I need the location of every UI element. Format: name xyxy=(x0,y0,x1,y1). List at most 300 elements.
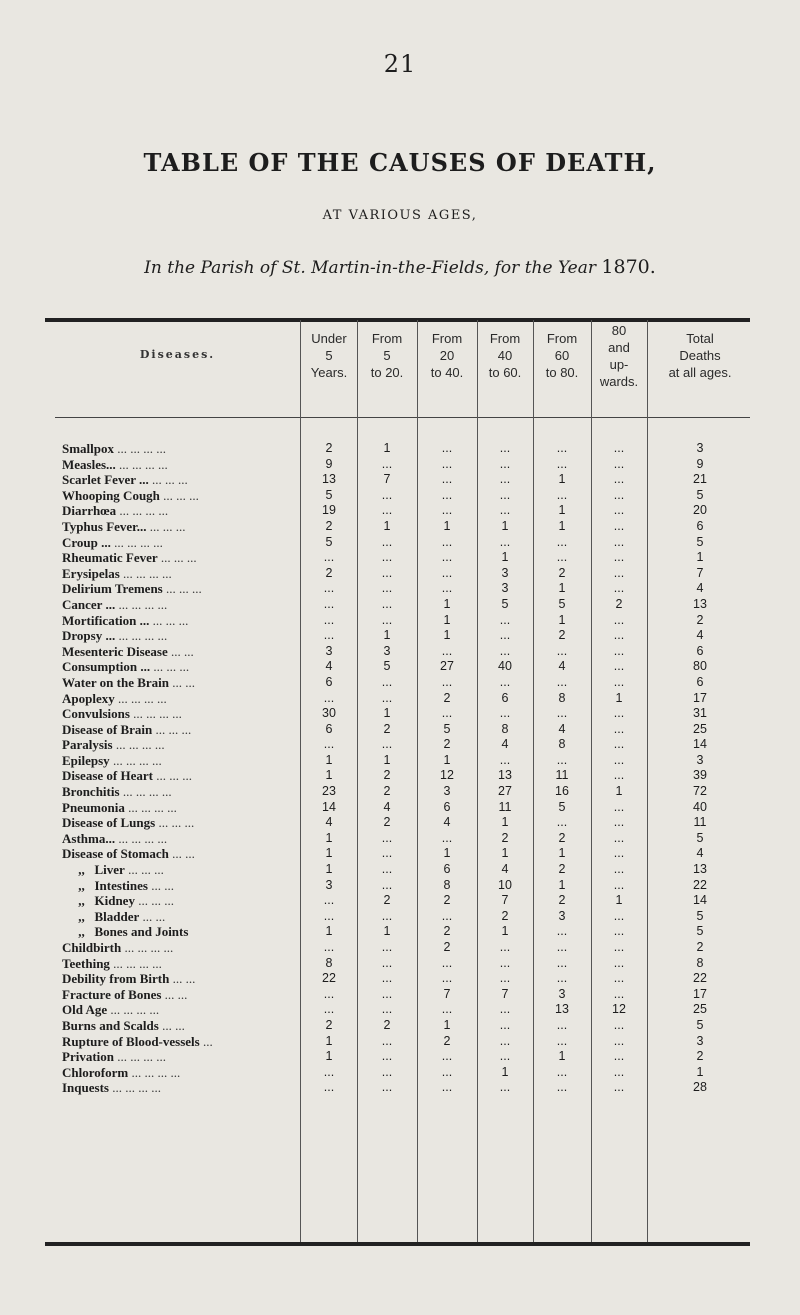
count-cell: ... xyxy=(613,768,625,783)
table-body xyxy=(0,441,800,1096)
leader-dots: ... ... xyxy=(139,908,166,924)
count-cell: 2 xyxy=(558,830,566,845)
count-cell: ... xyxy=(499,1049,511,1064)
count-cell: 19 xyxy=(322,503,336,518)
count-cell: 16 xyxy=(555,784,569,799)
count-cell: ... xyxy=(381,550,393,565)
count-cell: 8 xyxy=(501,721,509,736)
disease-name xyxy=(62,737,298,753)
disease-label: Paralysis xyxy=(62,737,113,753)
column-header-line: Deaths xyxy=(679,348,721,363)
total-cell: 1 xyxy=(696,550,704,565)
column-header-line: 5 xyxy=(383,348,391,363)
count-cell: 1 xyxy=(558,877,566,892)
count-cell: ... xyxy=(499,940,511,954)
count-cell: 27 xyxy=(498,784,512,799)
table-row xyxy=(0,1065,800,1081)
count-cell: ... xyxy=(381,955,393,970)
count-cell: ... xyxy=(613,986,625,1001)
disease-label: Typhus Fever... xyxy=(62,518,147,534)
leader-dots: ... ... ... ... xyxy=(109,955,162,971)
count-cell: 1 xyxy=(325,924,333,939)
leader-dots: ... ... xyxy=(167,643,194,659)
column-header-line: 5 xyxy=(325,348,333,363)
disease-label: Erysipelas xyxy=(62,565,120,581)
total-cell: 11 xyxy=(693,815,707,830)
count-cell: 2 xyxy=(558,893,566,908)
count-cell: 6 xyxy=(443,799,451,814)
disease-label: Privation xyxy=(62,1049,114,1065)
count-cell: 3 xyxy=(325,877,333,892)
count-cell: ... xyxy=(323,628,335,643)
table-row xyxy=(0,1049,800,1065)
count-cell: ... xyxy=(323,986,335,1001)
disease-name xyxy=(62,691,298,707)
total-cell: 28 xyxy=(693,1080,707,1095)
total-cell: 31 xyxy=(693,706,707,721)
count-cell: 2 xyxy=(325,441,333,455)
count-cell: 1 xyxy=(501,518,509,533)
leader-dots: ... ... xyxy=(169,971,196,987)
count-cell: ... xyxy=(381,846,393,861)
count-cell: ... xyxy=(441,581,453,596)
leader-dots: ... ... ... ... xyxy=(115,456,168,472)
header-underline xyxy=(55,417,750,418)
count-cell: ... xyxy=(499,1017,511,1032)
count-cell: ... xyxy=(556,674,568,689)
table-row xyxy=(0,503,800,519)
count-cell: ... xyxy=(441,1064,453,1079)
disease-label: Convulsions xyxy=(62,706,130,722)
disease-name xyxy=(62,628,298,644)
count-cell: ... xyxy=(556,1033,568,1048)
column-header-line: Years. xyxy=(310,365,348,380)
count-cell: ... xyxy=(613,830,625,845)
count-cell: ... xyxy=(323,581,335,596)
count-cell: 1 xyxy=(558,1049,566,1064)
table-bottom-rule xyxy=(45,1242,750,1246)
total-cell: 6 xyxy=(696,674,704,689)
count-cell: 2 xyxy=(558,565,566,580)
disease-label: Old Age xyxy=(62,1002,108,1018)
total-cell: 20 xyxy=(693,503,707,518)
count-cell: 3 xyxy=(558,986,566,1001)
count-cell: 1 xyxy=(325,846,333,861)
disease-name xyxy=(62,566,298,582)
disease-name xyxy=(62,1065,298,1081)
leader-dots: ... ... ... ... xyxy=(108,1080,161,1096)
count-cell: ... xyxy=(441,456,453,471)
table-row xyxy=(0,566,800,582)
leader-dots: ... ... ... ... xyxy=(121,940,174,955)
count-cell: 2 xyxy=(443,924,451,939)
count-cell: ... xyxy=(613,1049,625,1064)
total-cell: 3 xyxy=(696,752,704,767)
disease-label: Rheumatic Fever xyxy=(62,550,158,566)
disease-name xyxy=(62,862,298,878)
count-cell: ... xyxy=(441,1002,453,1017)
count-cell: ... xyxy=(613,737,625,752)
leader-dots: ... ... ... ... xyxy=(112,737,165,753)
column-header xyxy=(650,330,750,381)
table-row xyxy=(0,831,800,847)
count-cell: 4 xyxy=(325,815,333,830)
total-cell: 5 xyxy=(696,487,704,502)
leader-dots: ... ... ... ... xyxy=(114,1049,166,1065)
count-cell: ... xyxy=(441,908,453,923)
count-cell: ... xyxy=(323,550,335,565)
leader-dots: ... ... ... xyxy=(134,893,174,909)
total-cell: 25 xyxy=(693,1002,707,1017)
disease-name xyxy=(62,1049,298,1065)
table-row xyxy=(0,550,800,566)
total-cell: 40 xyxy=(693,799,707,814)
count-cell: 4 xyxy=(501,737,509,752)
leader-dots: ... ... xyxy=(161,986,188,1002)
count-cell: ... xyxy=(441,472,453,487)
count-cell: ... xyxy=(499,612,511,627)
total-cell: 25 xyxy=(693,721,707,736)
total-cell: 5 xyxy=(696,830,704,845)
count-cell: 1 xyxy=(558,846,566,861)
count-cell: ... xyxy=(381,1080,393,1095)
disease-name xyxy=(62,1018,298,1034)
disease-name xyxy=(62,893,298,909)
disease-name xyxy=(62,909,298,925)
count-cell: 8 xyxy=(558,690,566,705)
count-cell: 2 xyxy=(383,768,391,783)
count-cell: 14 xyxy=(322,799,336,814)
leader-dots: ... ... ... xyxy=(124,862,164,878)
count-cell: 1 xyxy=(501,1064,509,1079)
count-cell: ... xyxy=(499,1033,511,1048)
count-cell: 27 xyxy=(440,659,454,674)
count-cell: 1 xyxy=(501,815,509,830)
disease-name xyxy=(62,457,298,473)
count-cell: 2 xyxy=(383,815,391,830)
column-header xyxy=(301,330,357,381)
count-cell: 5 xyxy=(325,534,333,549)
column-header-line: Under xyxy=(311,331,347,346)
disease-label: Disease of Stomach xyxy=(62,846,169,862)
count-cell: ... xyxy=(323,908,335,923)
column-header-line: From xyxy=(431,331,463,346)
disease-label: Chloroform xyxy=(62,1064,129,1080)
count-cell: ... xyxy=(556,487,568,502)
table-row xyxy=(0,1002,800,1018)
disease-label: Whooping Cough xyxy=(62,487,160,503)
count-cell: ... xyxy=(441,487,453,502)
disease-label: Measles... xyxy=(62,456,116,472)
disease-name xyxy=(62,846,298,862)
count-cell: 1 xyxy=(501,846,509,861)
total-cell: 2 xyxy=(696,940,704,954)
count-cell: 12 xyxy=(612,1002,626,1017)
disease-label: Dropsy ... xyxy=(62,628,116,644)
count-cell: 2 xyxy=(501,908,509,923)
count-cell: ... xyxy=(381,612,393,627)
table-row xyxy=(0,581,800,597)
leader-dots: ... ... ... xyxy=(162,581,202,597)
count-cell: 11 xyxy=(555,768,569,783)
table-row xyxy=(0,488,800,504)
count-cell: ... xyxy=(441,1049,453,1064)
count-cell: ... xyxy=(441,674,453,689)
disease-label: Smallpox xyxy=(62,441,115,456)
count-cell: ... xyxy=(441,565,453,580)
leader-dots: ... ... ... ... xyxy=(114,690,167,706)
count-cell: 2 xyxy=(325,518,333,533)
count-cell: 1 xyxy=(443,612,451,627)
count-cell: ... xyxy=(613,1033,625,1048)
count-cell: ... xyxy=(381,971,393,986)
table-row xyxy=(0,737,800,753)
disease-name xyxy=(62,488,298,504)
count-cell: ... xyxy=(613,581,625,596)
count-cell: 4 xyxy=(558,659,566,674)
disease-name xyxy=(62,987,298,1003)
total-cell: 6 xyxy=(696,518,704,533)
count-cell: ... xyxy=(441,643,453,658)
disease-label: Apoplexy xyxy=(62,690,115,706)
count-cell: ... xyxy=(613,706,625,721)
count-cell: ... xyxy=(381,940,393,954)
count-cell: 5 xyxy=(443,721,451,736)
disease-label: Scarlet Fever ... xyxy=(62,472,149,488)
disease-label: Burns and Scalds xyxy=(62,1017,159,1033)
table-row xyxy=(0,519,800,535)
count-cell: ... xyxy=(323,737,335,752)
count-cell: 1 xyxy=(383,518,391,533)
count-cell: ... xyxy=(441,706,453,721)
leader-dots: ... ... ... xyxy=(155,815,195,831)
count-cell: 1 xyxy=(558,503,566,518)
disease-label: ,, Bladder xyxy=(62,908,140,924)
total-cell: 5 xyxy=(696,1017,704,1032)
count-cell: ... xyxy=(381,503,393,518)
table-row xyxy=(0,613,800,629)
count-cell: ... xyxy=(381,830,393,845)
table-subtitle: AT VARIOUS AGES, xyxy=(322,208,478,223)
disease-label: Disease of Lungs xyxy=(62,815,156,831)
leader-dots: ... ... ... xyxy=(152,721,192,737)
count-cell: ... xyxy=(613,674,625,689)
count-cell: 5 xyxy=(501,596,509,611)
count-cell: ... xyxy=(499,503,511,518)
total-cell: 22 xyxy=(693,877,707,892)
count-cell: ... xyxy=(441,1080,453,1095)
count-cell: ... xyxy=(556,643,568,658)
count-cell: 1 xyxy=(501,550,509,565)
table-row xyxy=(0,940,800,956)
table-row xyxy=(0,1080,800,1096)
count-cell: ... xyxy=(441,441,453,455)
disease-label: Water on the Brain xyxy=(62,674,170,690)
count-cell: ... xyxy=(613,862,625,877)
table-row xyxy=(0,706,800,722)
disease-name xyxy=(62,971,298,987)
column-header-line: From xyxy=(546,331,578,346)
total-cell: 39 xyxy=(693,768,707,783)
disease-name xyxy=(62,581,298,597)
table-row xyxy=(0,909,800,925)
count-cell: ... xyxy=(613,612,625,627)
column-header xyxy=(477,330,533,381)
count-cell: 2 xyxy=(443,690,451,705)
count-cell: ... xyxy=(381,487,393,502)
disease-label: ,, Kidney xyxy=(62,893,135,909)
count-cell: 6 xyxy=(325,721,333,736)
count-cell: 1 xyxy=(383,628,391,643)
count-cell: ... xyxy=(613,1080,625,1095)
total-cell: 3 xyxy=(696,441,704,455)
count-cell: ... xyxy=(556,706,568,721)
column-header xyxy=(534,330,590,381)
disease-label: ,, Liver xyxy=(62,862,125,878)
count-cell: ... xyxy=(556,534,568,549)
column-header-line: to 40. xyxy=(430,365,464,380)
total-cell: 17 xyxy=(693,986,707,1001)
leader-dots: ... xyxy=(199,1033,213,1049)
table-row xyxy=(0,800,800,816)
count-cell: 23 xyxy=(322,784,336,799)
disease-name xyxy=(62,768,298,784)
disease-name xyxy=(62,878,298,894)
count-cell: 2 xyxy=(383,784,391,799)
count-cell: 1 xyxy=(443,1017,451,1032)
count-cell: 2 xyxy=(558,628,566,643)
count-cell: ... xyxy=(381,456,393,471)
count-cell: ... xyxy=(556,456,568,471)
total-cell: 2 xyxy=(696,1049,704,1064)
count-cell: ... xyxy=(613,441,625,455)
disease-label: Diarrhœa xyxy=(62,503,117,519)
count-cell: ... xyxy=(381,534,393,549)
total-cell: 9 xyxy=(696,456,704,471)
table-title: TABLE OF THE CAUSES OF DEATH, xyxy=(143,148,657,177)
table-row xyxy=(0,862,800,878)
table-row xyxy=(0,597,800,613)
count-cell: ... xyxy=(381,690,393,705)
count-cell: 2 xyxy=(443,893,451,908)
disease-label: Inquests xyxy=(62,1080,109,1096)
disease-name xyxy=(62,800,298,816)
table-row xyxy=(0,753,800,769)
column-header xyxy=(419,330,475,381)
count-cell: 3 xyxy=(501,565,509,580)
leader-dots: ... ... ... ... xyxy=(124,799,177,815)
total-cell: 22 xyxy=(693,971,707,986)
count-cell: 7 xyxy=(443,986,451,1001)
leader-dots: ... ... ... ... xyxy=(115,628,168,644)
count-cell: 1 xyxy=(383,752,391,767)
disease-label: Consumption ... xyxy=(62,659,151,675)
disease-label: Croup ... xyxy=(62,534,111,550)
column-header-line: 40 xyxy=(497,348,513,363)
total-cell: 5 xyxy=(696,534,704,549)
count-cell: ... xyxy=(381,596,393,611)
count-cell: ... xyxy=(441,550,453,565)
leader-dots: ... ... xyxy=(147,877,174,893)
disease-name xyxy=(62,784,298,800)
total-cell: 14 xyxy=(693,737,707,752)
count-cell: 4 xyxy=(558,721,566,736)
disease-name xyxy=(62,956,298,972)
count-cell: 2 xyxy=(383,721,391,736)
count-cell: 1 xyxy=(558,518,566,533)
disease-label: ,, Intestines xyxy=(62,877,148,893)
disease-name xyxy=(62,753,298,769)
disease-name xyxy=(62,519,298,535)
count-cell: 4 xyxy=(383,799,391,814)
leader-dots: ... ... ... xyxy=(149,612,189,628)
count-cell: ... xyxy=(381,1064,393,1079)
count-cell: ... xyxy=(613,1017,625,1032)
count-cell: ... xyxy=(323,1080,335,1095)
disease-name xyxy=(62,644,298,660)
leader-dots: ... ... ... ... xyxy=(119,565,172,581)
count-cell: 7 xyxy=(501,986,509,1001)
table-row xyxy=(0,971,800,987)
disease-name xyxy=(62,1080,298,1096)
count-cell: 6 xyxy=(501,690,509,705)
count-cell: ... xyxy=(613,1064,625,1079)
leader-dots: ... ... ... xyxy=(152,768,192,784)
disease-label: Debility from Birth xyxy=(62,971,170,987)
count-cell: 5 xyxy=(558,596,566,611)
disease-name xyxy=(62,706,298,722)
count-cell: ... xyxy=(441,503,453,518)
leader-dots: ... ... ... xyxy=(146,518,186,534)
count-cell: ... xyxy=(556,1064,568,1079)
count-cell: 1 xyxy=(325,1049,333,1064)
count-cell: ... xyxy=(323,690,335,705)
disease-name xyxy=(62,940,298,956)
count-cell: ... xyxy=(556,940,568,954)
disease-label: Disease of Brain xyxy=(62,721,153,737)
count-cell: ... xyxy=(613,877,625,892)
count-cell: 2 xyxy=(501,830,509,845)
count-cell: 5 xyxy=(558,799,566,814)
total-cell: 7 xyxy=(696,565,704,580)
leader-dots: ... ... ... xyxy=(159,487,199,503)
count-cell: ... xyxy=(499,643,511,658)
disease-label: Rupture of Blood-vessels xyxy=(62,1033,200,1049)
column-header-line: to 80. xyxy=(545,365,579,380)
disease-name xyxy=(62,924,298,940)
count-cell: 1 xyxy=(443,752,451,767)
count-cell: ... xyxy=(613,659,625,674)
count-cell: ... xyxy=(441,955,453,970)
count-cell: 13 xyxy=(322,472,336,487)
count-cell: ... xyxy=(613,503,625,518)
disease-name xyxy=(62,613,298,629)
count-cell: ... xyxy=(441,534,453,549)
count-cell: 22 xyxy=(322,971,336,986)
count-cell: ... xyxy=(381,581,393,596)
disease-label: Mesenteric Disease xyxy=(62,643,168,659)
count-cell: ... xyxy=(499,456,511,471)
count-cell: ... xyxy=(499,441,511,455)
count-cell: 1 xyxy=(325,752,333,767)
header-diseases: Diseases. xyxy=(139,348,216,361)
table-row xyxy=(0,441,800,457)
count-cell: 4 xyxy=(501,862,509,877)
disease-name xyxy=(62,722,298,738)
count-cell: ... xyxy=(499,628,511,643)
leader-dots: ... ... ... ... xyxy=(115,830,168,846)
count-cell: ... xyxy=(381,1002,393,1017)
